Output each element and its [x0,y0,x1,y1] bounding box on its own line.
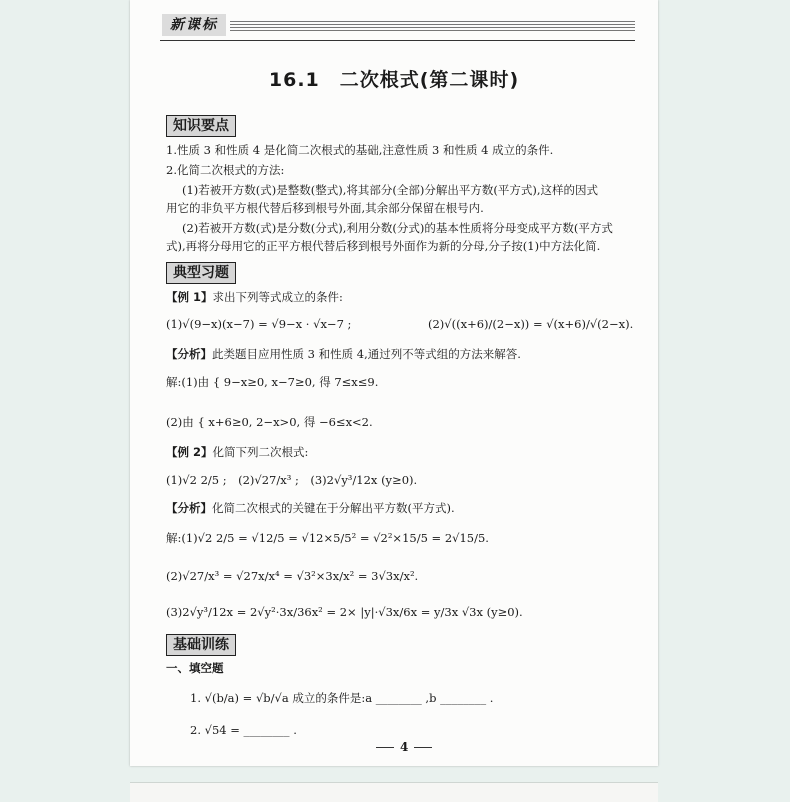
paragraph: 式),再将分母用它的正平方根代替后移到根号外面作为新的分母,分子按(1)中方法化简. [166,239,601,253]
header-rule [230,27,635,28]
example-1-line [166,289,343,305]
paragraph: (1)若被开方数(式)是整数(整式),将其部分(全部)分解出平方数(平方式),这样的因式 [182,183,598,197]
paragraph: (2)若被开方数(式)是分数(分式),利用分数(分式)的基本性质将分母变成平方数(平方式 [182,221,613,235]
header-rule [230,30,635,31]
analysis-tag: 【分析】 [166,347,212,361]
example-2-line [166,444,308,460]
math-expression: (1)√2 2/5 ; (2)√27/x³ ; (3)2√y³/12x (y≥0). [166,473,418,487]
paragraph: 1.性质 3 和性质 4 是化简二次根式的基础,注意性质 3 和性质 4 成立的条件. [166,143,554,157]
analysis-2-line [166,500,455,516]
solution-line: 解:(1)√2 2/5 = √12/5 = √12×5/5² = √2²×15/5 = 2√15/5. [166,531,489,545]
page-title: 16.1 二次根式(第二课时) [268,69,520,91]
header-rule [230,21,635,22]
example-text: 化简下列二次根式: [212,445,309,459]
example-text: 求出下列等式成立的条件: [212,290,343,304]
solution-line: 解:(1)由 { 9−x≥0, x−7≥0, 得 7≤x≤9. [166,375,379,389]
paragraph: 2.化简二次根式的方法: [166,163,285,177]
section-heading-typical: 典型习题 [166,262,236,284]
header-rule [230,24,635,25]
solution-line: (3)2√y³/12x = 2√y²·3x/36x² = 2× |y|·√3x/6x = y/3x √3x (y≥0). [166,605,523,619]
analysis-text: 化简二次根式的关键在于分解出平方数(平方式). [212,501,455,515]
example-tag: 【例 1】 [166,290,213,304]
fill-blank-question: 1. √(b/a) = √b/√a 成立的条件是:a ________ ,b ________ . [190,691,494,705]
solution-line: (2)由 { x+6≥0, 2−x>0, 得 −6≤x<2. [166,415,373,429]
analysis-text: 此类题目应用性质 3 和性质 4,通过列不等式组的方法来解答. [212,347,521,361]
series-label: 新课标 [162,14,226,36]
next-page-edge [130,782,658,802]
math-expression: (2)√((x+6)/(2−x)) = √(x+6)/√(2−x). [428,317,634,331]
section-heading-knowledge: 知识要点 [166,115,236,137]
example-tag: 【例 2】 [166,445,213,459]
header-bottom-rule [160,40,635,41]
page-number: 4 [370,740,438,754]
analysis-tag: 【分析】 [166,501,212,515]
subsection-heading: 一、填空题 [166,661,224,675]
analysis-1-line [166,346,521,362]
section-heading-basic: 基础训练 [166,634,236,656]
solution-line: (2)√27/x³ = √27x/x⁴ = √3²×3x/x² = 3√3x/x². [166,569,419,583]
paragraph: 用它的非负平方根代替后移到根号外面,其余部分保留在根号内. [166,201,484,215]
fill-blank-question: 2. √54 = ________ . [190,723,297,737]
math-expression: (1)√(9−x)(x−7) = √9−x · √x−7 ; [166,317,352,331]
